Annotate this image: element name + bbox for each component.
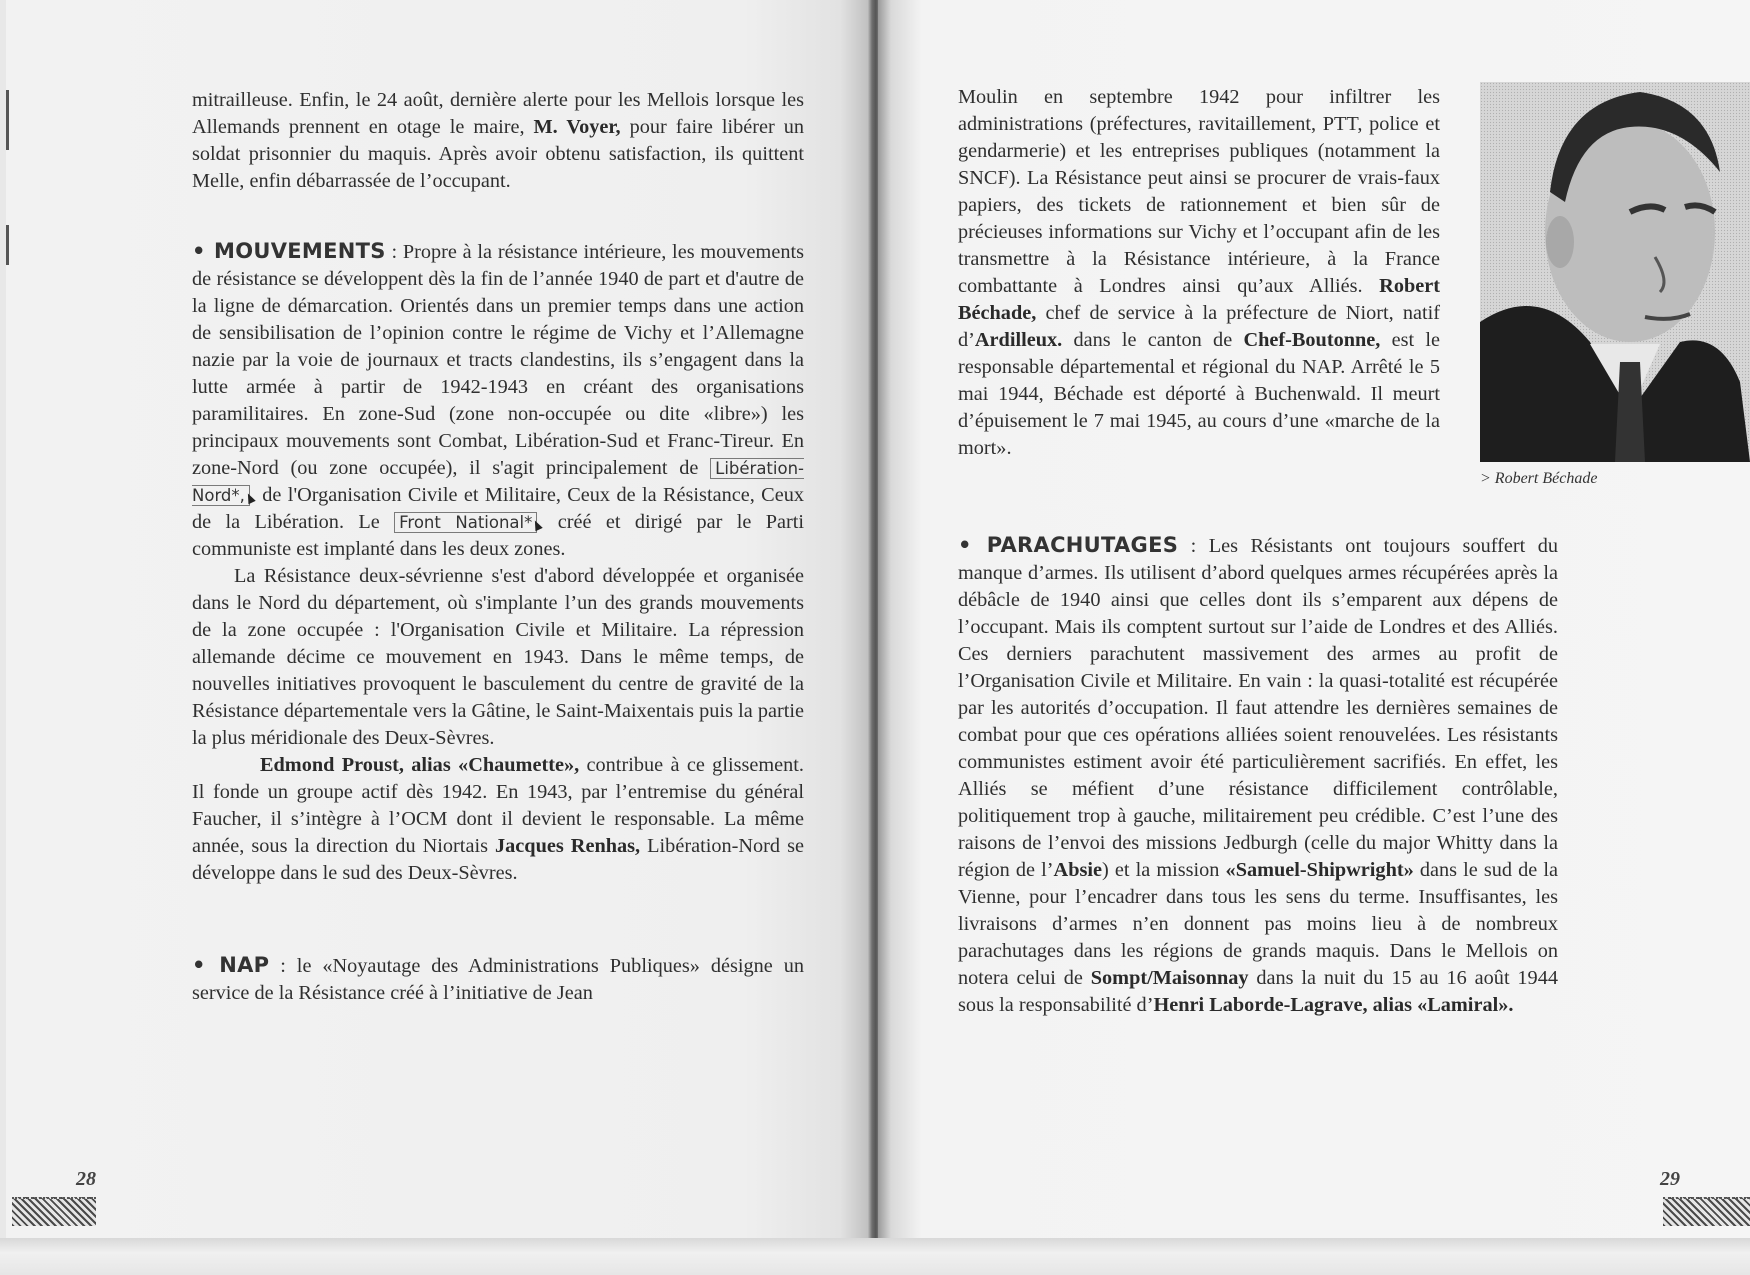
page-edge-mark [6,90,9,150]
glossary-link-front-national[interactable]: Front National* [394,512,537,533]
left-body-text [192,87,804,1007]
section-heading-nap: • NAP [192,953,270,977]
intro-paragraph: mitrailleuse. Enfin, le 24 août, dernière alerte pour les Mellois lorsque les Allemands prennent en otage le maire, M. Voyer, pour faire libérer un soldat prisonnier du maquis. Après avoir obtenu satisfaction, ils quittent Melle, enfin débarrassée de l’occupant. [192,89,804,192]
parachutages-paragraph: • PARACHUTAGES : Les Résistants ont toujours souffert du manque d’armes. Ils utilisent d’abord quelques armes récupérées après la débâcle de 1940 ainsi que celles dont ils s’emparent aux dépens de l’occupant. Mais ils comptent surtout sur l’aide de Londres et des Alliés. Ces derniers parachutent massivement des armes au profit de l’Organisation Civile et Militaire. En vain : la quasi-totalité est récupérée par les autorités d’occupation. Il faut attendre les dernières semaines de combat pour que ces opérations alliées soient renouvelées. Les résistants communistes estiment avoir été particulièrement sacrifiés. En effet, les Alliés se méfient d’une résistance difficilement contrôlable, politiquement trop à gauche, militairement peu crédible. C’est l’une des raisons de l’envoi des missions Jedburgh (celle du major Whitty dans la région de l’Absie) et la mission «Samuel-Shipwright» dans le sud de la Vienne, pour l’encadrer dans tous les sens du terme. Insuffisantes, les livraisons d’armes n’en donnent pas moins lieu à de nombreux parachutages dans les régions de grands maquis. Dans le Mellois on notera celui de Sompt/Maisonnay dans la nuit du 15 au 16 août 1944 sous la responsabilité d’Henri Laborde-Lagrave, alias «Lamiral». [958,533,1559,1016]
proust-paragraph: Edmond Proust, alias «Chaumette», contribue à ce glissement. Il fonde un groupe actif dès 1942. En 1943, par l’entremise du général Faucher, il s’intègre à l’OCM dont il devient le responsable. La même année, sous la direction du Niortais Jacques Renhas, Libération-Nord se développe dans le sud des Deux-Sèvres. [192,754,804,884]
right-page [878,0,1750,1238]
left-page [0,0,875,1238]
voyer-name: M. Voyer, [533,116,621,138]
glossary-link-liberation-nord[interactable]: Libération-Nord*, [192,459,804,505]
page-number-right: 29 [1660,1168,1680,1190]
mouvements-paragraph: • MOUVEMENTS : Propre à la résistance intérieure, les mouvements de résistance se développent dès la fin de l’année 1940 de part et d'autre de la ligne de démarcation. Orientés dans un premier temps dans une action de sensibilisation de l’opinion contre le régime de Vichy et l’Allemagne nazie par la voie de journaux et tracts clandestins, ils s’engagent dans la lutte armée à partir de 1942-1943 en créant des organisations paramilitaires. En zone-Sud (zone non-occupée ou dite «libre») les principaux mouvements sont Combat, Libération-Sud et Franc-Tireur. En zone-Nord (ou zone occupée), il s'agit principalement de Libération-Nord*, de l'Organisation Civile et Militaire, Ceux de la Résistance, Ceux de la Libération. Le Front National* créé et dirigé par le Parti communiste est implanté dans les deux zones. [192,239,804,560]
nap-paragraph: • NAP : le «Noyautage des Administrations Publiques» désigne un service de la Résistance créé à l’initiative de Jean [192,953,804,1004]
photo-caption: > Robert Béchade [1480,470,1598,487]
resistance-deux-sevrienne-paragraph: La Résistance deux-sévrienne s'est d'abord développée et organisée dans le Nord du département, où s'implante l’un des grands mouvements de la zone occupée : l'Organisation Civile et Militaire. La répression allemande décime ce mouvement en 1943. Dans le même temps, de nouvelles initiatives provoquent le basculement du centre de gravité de la Résistance départementale vers la Gâtine, le Saint-Maixentais puis la partie la plus méridionale des Deux-Sèvres. [192,565,804,749]
hatch-decoration [12,1197,96,1226]
portrait-illustration [1480,82,1750,462]
page-edge-mark [6,225,9,265]
scanner-bottom-edge [0,1238,1750,1275]
page-number-left: 28 [76,1168,96,1190]
portrait-photo-robert-bechade [1480,82,1750,462]
hatch-decoration [1663,1197,1750,1226]
nap-continued-paragraph: Moulin en septembre 1942 pour infiltrer les administrations (préfectures, ravitaillement, PTT, police et gendarmerie) et les entreprises publiques (notamment la SNCF). La Résistance peut ainsi se procurer de vrais-faux papiers, des tickets de rationnement et bien sûr de précieuses informations sur Vichy et l’occupant afin de les transmettre à la Résistance intérieure, à la France combattante à Londres ainsi qu’aux Alliés. Robert Béchade, chef de service à la préfecture de Niort, natif d’Ardilleux. dans le canton de Chef-Boutonne, est le responsable départemental et régional du NAP. Arrêté le 5 mai 1944, Béchade est déporté à Buchenwald. Il meurt d’épuisement le 7 mai 1945, au cours d’une «marche de la mort». [958,86,1440,459]
section-heading-parachutages: • PARACHUTAGES [958,533,1179,557]
section-heading-mouvements: • MOUVEMENTS [192,239,386,263]
right-body-text [958,84,1559,1019]
